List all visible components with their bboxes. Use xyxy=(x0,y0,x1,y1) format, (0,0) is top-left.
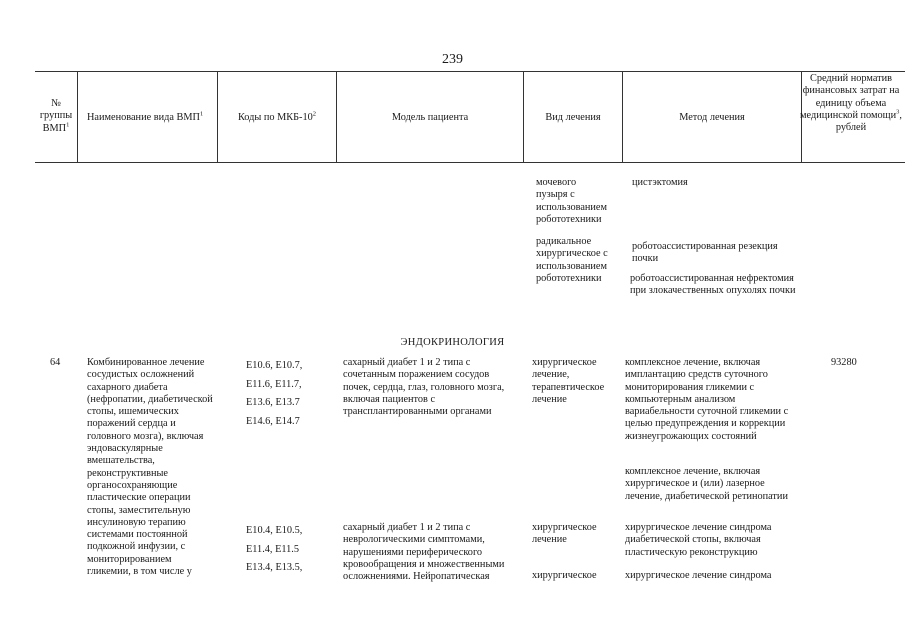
patient-model-1: сахарный диабет 1 и 2 типа с сочетанным поражением сосудов почек, сердца, глаз, головного мозга, включая пациентов с трансплантированными органами xyxy=(343,357,505,418)
header-bottom-border xyxy=(35,162,905,163)
treatment-type-2: хирургическое лечение xyxy=(532,522,597,546)
row-number: 64 xyxy=(50,357,61,368)
footnote-mark: 3 xyxy=(896,108,900,116)
icd-code-line: E13.6, E13.7 xyxy=(246,397,300,408)
table-top-border xyxy=(35,71,905,72)
header-avg-cost: Средний норматив финансовых затрат на единицу объема медицинской помощи$^3$, рублей xyxy=(800,73,902,134)
continuation-method-3: роботоассистированная нефректомия при злокачественных опухолях почки xyxy=(630,273,796,297)
icd-code-line: E10.6, E10.7, xyxy=(246,360,303,371)
icd-code-line: E13.4, E13.5, xyxy=(246,562,303,573)
treatment-method-2: комплексное лечение, включая хирургическое и (или) лазерное лечение, диабетической ретинопатии xyxy=(625,466,788,502)
header-group-no: № группы ВМП$^1$ xyxy=(39,98,73,134)
treatment-method-3: хирургическое лечение синдрома диабетической стопы, включая пластическую реконструкцию xyxy=(625,522,772,558)
header-vmp-name: Наименование вида ВМП$^1$ xyxy=(87,110,204,123)
header-treatment-type: Вид лечения xyxy=(545,112,601,123)
header-icd-codes: Коды по МКБ-$10^2$ xyxy=(237,110,317,123)
continuation-treatment-type-2: радикальное хирургическое с использованием робототехники xyxy=(536,236,608,284)
icd-codes-group-1 xyxy=(246,357,326,431)
icd-code-line: E14.6, E14.7 xyxy=(246,415,300,427)
page-number: 239 xyxy=(442,52,463,67)
continuation-method-2: роботоассистированная резекция почки xyxy=(632,241,778,265)
avg-cost-value: 93280 xyxy=(831,357,857,368)
continuation-treatment-type-1: мочевого пузыря с использованием робототехники xyxy=(536,177,607,225)
footnote-mark: 1 xyxy=(66,121,70,129)
footnote-mark: 2 xyxy=(312,110,317,118)
continuation-method-1: цистэктомия xyxy=(632,177,688,188)
icd-code-line: E10.4, E10.5, xyxy=(246,525,303,536)
treatment-type-3: хирургическое xyxy=(532,570,597,581)
col-divider-1 xyxy=(77,71,78,162)
treatment-type-1: хирургическое лечение, терапевтическое лечение xyxy=(532,357,605,405)
patient-model-2: сахарный диабет 1 и 2 типа с неврологическими симптомами, нарушениями периферического кровообращения и множественными осложнениями. Нейропатическая xyxy=(343,522,505,583)
icd-code-line: E11.6, E11.7, xyxy=(246,378,302,390)
footnote-mark: 1 xyxy=(199,110,204,118)
treatment-method-1: комплексное лечение, включая имплантацию средств суточного мониторирования гликемии с компьютерным анализом вариабельности суточной гликемии с целью предупреждения и коррекции жизнеугрожающих состояний xyxy=(625,357,789,442)
icd-code-line: E11.4, E11.5 xyxy=(246,543,300,555)
vmp-name-text: Комбинированное лечение сосудистых осложнений сахарного диабета (нефропатии, диабетической стопы, ишемических поражений сердца и головного мозга), включая эндоваскулярные вмешательства, реконструктивные органосохраняющие пластические операции стопы, заместительную инсулиновую терапию системами постоянной подкожной инфузии, с мониторированием гликемии, в том числе у xyxy=(87,357,213,578)
treatment-method-4: хирургическое лечение синдрома xyxy=(625,570,772,581)
section-title: ЭНДОКРИНОЛОГИЯ xyxy=(400,337,505,348)
header-treatment-method: Метод лечения xyxy=(679,112,745,123)
header-patient-model: Модель пациента xyxy=(391,112,469,123)
icd-codes-group-2 xyxy=(246,522,326,578)
